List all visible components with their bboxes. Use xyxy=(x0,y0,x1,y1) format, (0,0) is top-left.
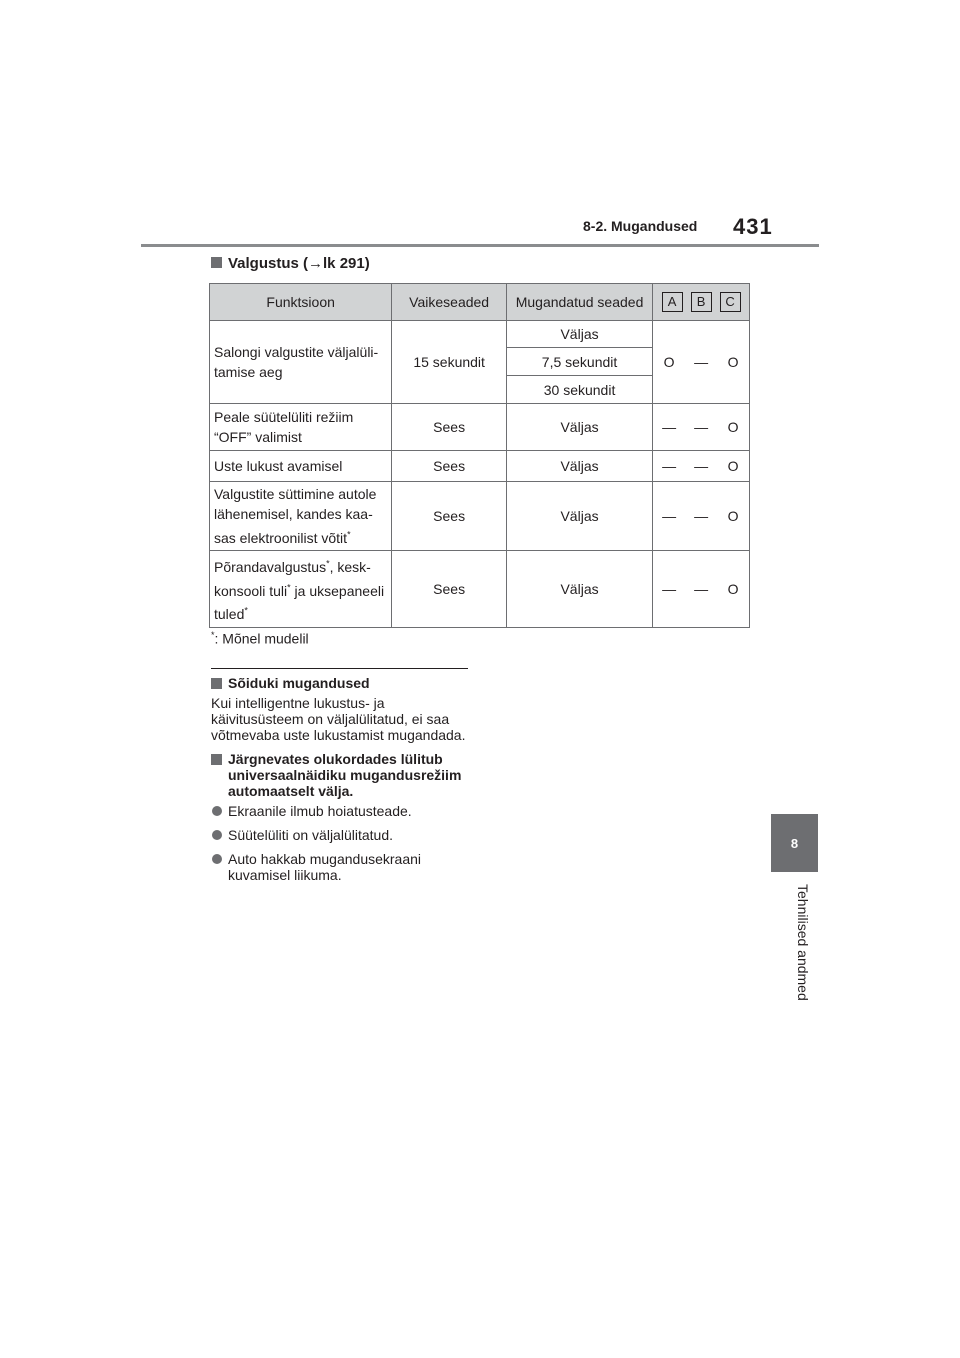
table-row xyxy=(210,551,750,628)
cell-custom: Väljas xyxy=(506,404,652,451)
cell-default: Sees xyxy=(392,404,507,451)
section-header: 8-2. Mugandused xyxy=(583,218,698,234)
header-a: A xyxy=(662,292,683,312)
cell-custom: Väljas xyxy=(506,321,652,348)
square-bullet-icon xyxy=(211,754,222,765)
table-row xyxy=(210,451,750,482)
cell-c: O xyxy=(717,482,749,551)
cell-b: — xyxy=(685,321,717,404)
section-title-text: Valgustus (→lk 291) xyxy=(228,255,370,272)
cell-b: — xyxy=(685,404,717,451)
table-header-row xyxy=(210,284,750,321)
cell-func-text: Põrandavalgustus*, kesk-konsooli tuli* ja uksepaneeli tuled* xyxy=(214,558,385,623)
cell-a: O xyxy=(653,321,685,404)
cell-custom: Väljas xyxy=(506,551,652,628)
notes-heading-2 xyxy=(211,751,471,799)
cell-func-text: Valgustite süttimine autole lähenemisel, kandes kaa-sas elektroonilist võtit* xyxy=(214,486,377,546)
cell-default: Sees xyxy=(392,451,507,482)
settings-table xyxy=(209,283,750,628)
notes-heading-1-text: Sõiduki mugandused xyxy=(228,675,370,691)
cell-func: Salongi valgustite väljalüli-tamise aeg xyxy=(210,321,392,404)
header-mugandatud: Mugandatud seaded xyxy=(506,284,652,321)
page-number: 431 xyxy=(733,214,773,239)
square-bullet-icon xyxy=(211,678,222,689)
chapter-tab: 8 xyxy=(771,814,818,872)
cell-c: O xyxy=(717,451,749,482)
notes-paragraph: Kui intelligentne lukustus- ja käivitusüsteem on väljalülitatud, ei saa võtmevaba uste lukustamist mugandada. xyxy=(211,695,466,743)
cell-custom: Väljas xyxy=(506,482,652,551)
notes-divider xyxy=(211,668,468,669)
cell-func xyxy=(210,551,392,628)
cell-default: 15 sekundit xyxy=(392,321,507,404)
cell-c: O xyxy=(717,321,749,404)
cell-b: — xyxy=(685,451,717,482)
header-vaikeseaded: Vaikeseaded xyxy=(392,284,507,321)
cell-custom: 30 sekundit xyxy=(506,376,652,404)
square-bullet-icon xyxy=(211,257,222,268)
list-item-text: Ekraanile ilmub hoiatusteade. xyxy=(228,803,412,819)
list-item-text: Süütelüliti on väljalülitatud. xyxy=(228,827,393,843)
header-b: B xyxy=(691,292,712,312)
cell-b: — xyxy=(685,551,717,628)
circle-bullet-icon xyxy=(212,854,222,864)
table-row xyxy=(210,404,750,451)
list-item-text: Auto hakkab mugandusekraani kuvamisel liikuma. xyxy=(228,851,422,883)
header-funktsioon: Funktsioon xyxy=(210,284,392,321)
cell-func xyxy=(210,482,392,551)
cell-default: Sees xyxy=(392,551,507,628)
list-item xyxy=(211,851,471,883)
list-item xyxy=(211,803,471,819)
cell-c: O xyxy=(717,404,749,451)
header-c: C xyxy=(720,292,741,312)
cell-a: — xyxy=(653,482,685,551)
cell-b: — xyxy=(685,482,717,551)
notes-column xyxy=(211,675,471,891)
cell-custom: Väljas xyxy=(506,451,652,482)
cell-c: O xyxy=(717,551,749,628)
cell-a: — xyxy=(653,551,685,628)
cell-func: Uste lukust avamisel xyxy=(210,451,392,482)
circle-bullet-icon xyxy=(212,830,222,840)
header-rule xyxy=(141,244,819,247)
notes-heading-1 xyxy=(211,675,471,691)
cell-a: — xyxy=(653,451,685,482)
cell-custom: 7,5 sekundit xyxy=(506,348,652,376)
cell-func: Peale süütelüliti režiim “OFF” valimist xyxy=(210,404,392,451)
header-abc xyxy=(653,284,750,321)
circle-bullet-icon xyxy=(212,806,222,816)
cell-default: Sees xyxy=(392,482,507,551)
table-row xyxy=(210,482,750,551)
footnote: *: Mõnel mudelil xyxy=(211,630,309,647)
chapter-title: Tehnilised andmed xyxy=(795,884,811,1001)
table-row xyxy=(210,321,750,348)
list-item xyxy=(211,827,471,843)
notes-heading-2-text: Järgnevates olukordades lülitub universaalnäidiku mugandusrežiim automaatselt välja. xyxy=(228,751,462,799)
section-title xyxy=(211,255,370,272)
cell-a: — xyxy=(653,404,685,451)
